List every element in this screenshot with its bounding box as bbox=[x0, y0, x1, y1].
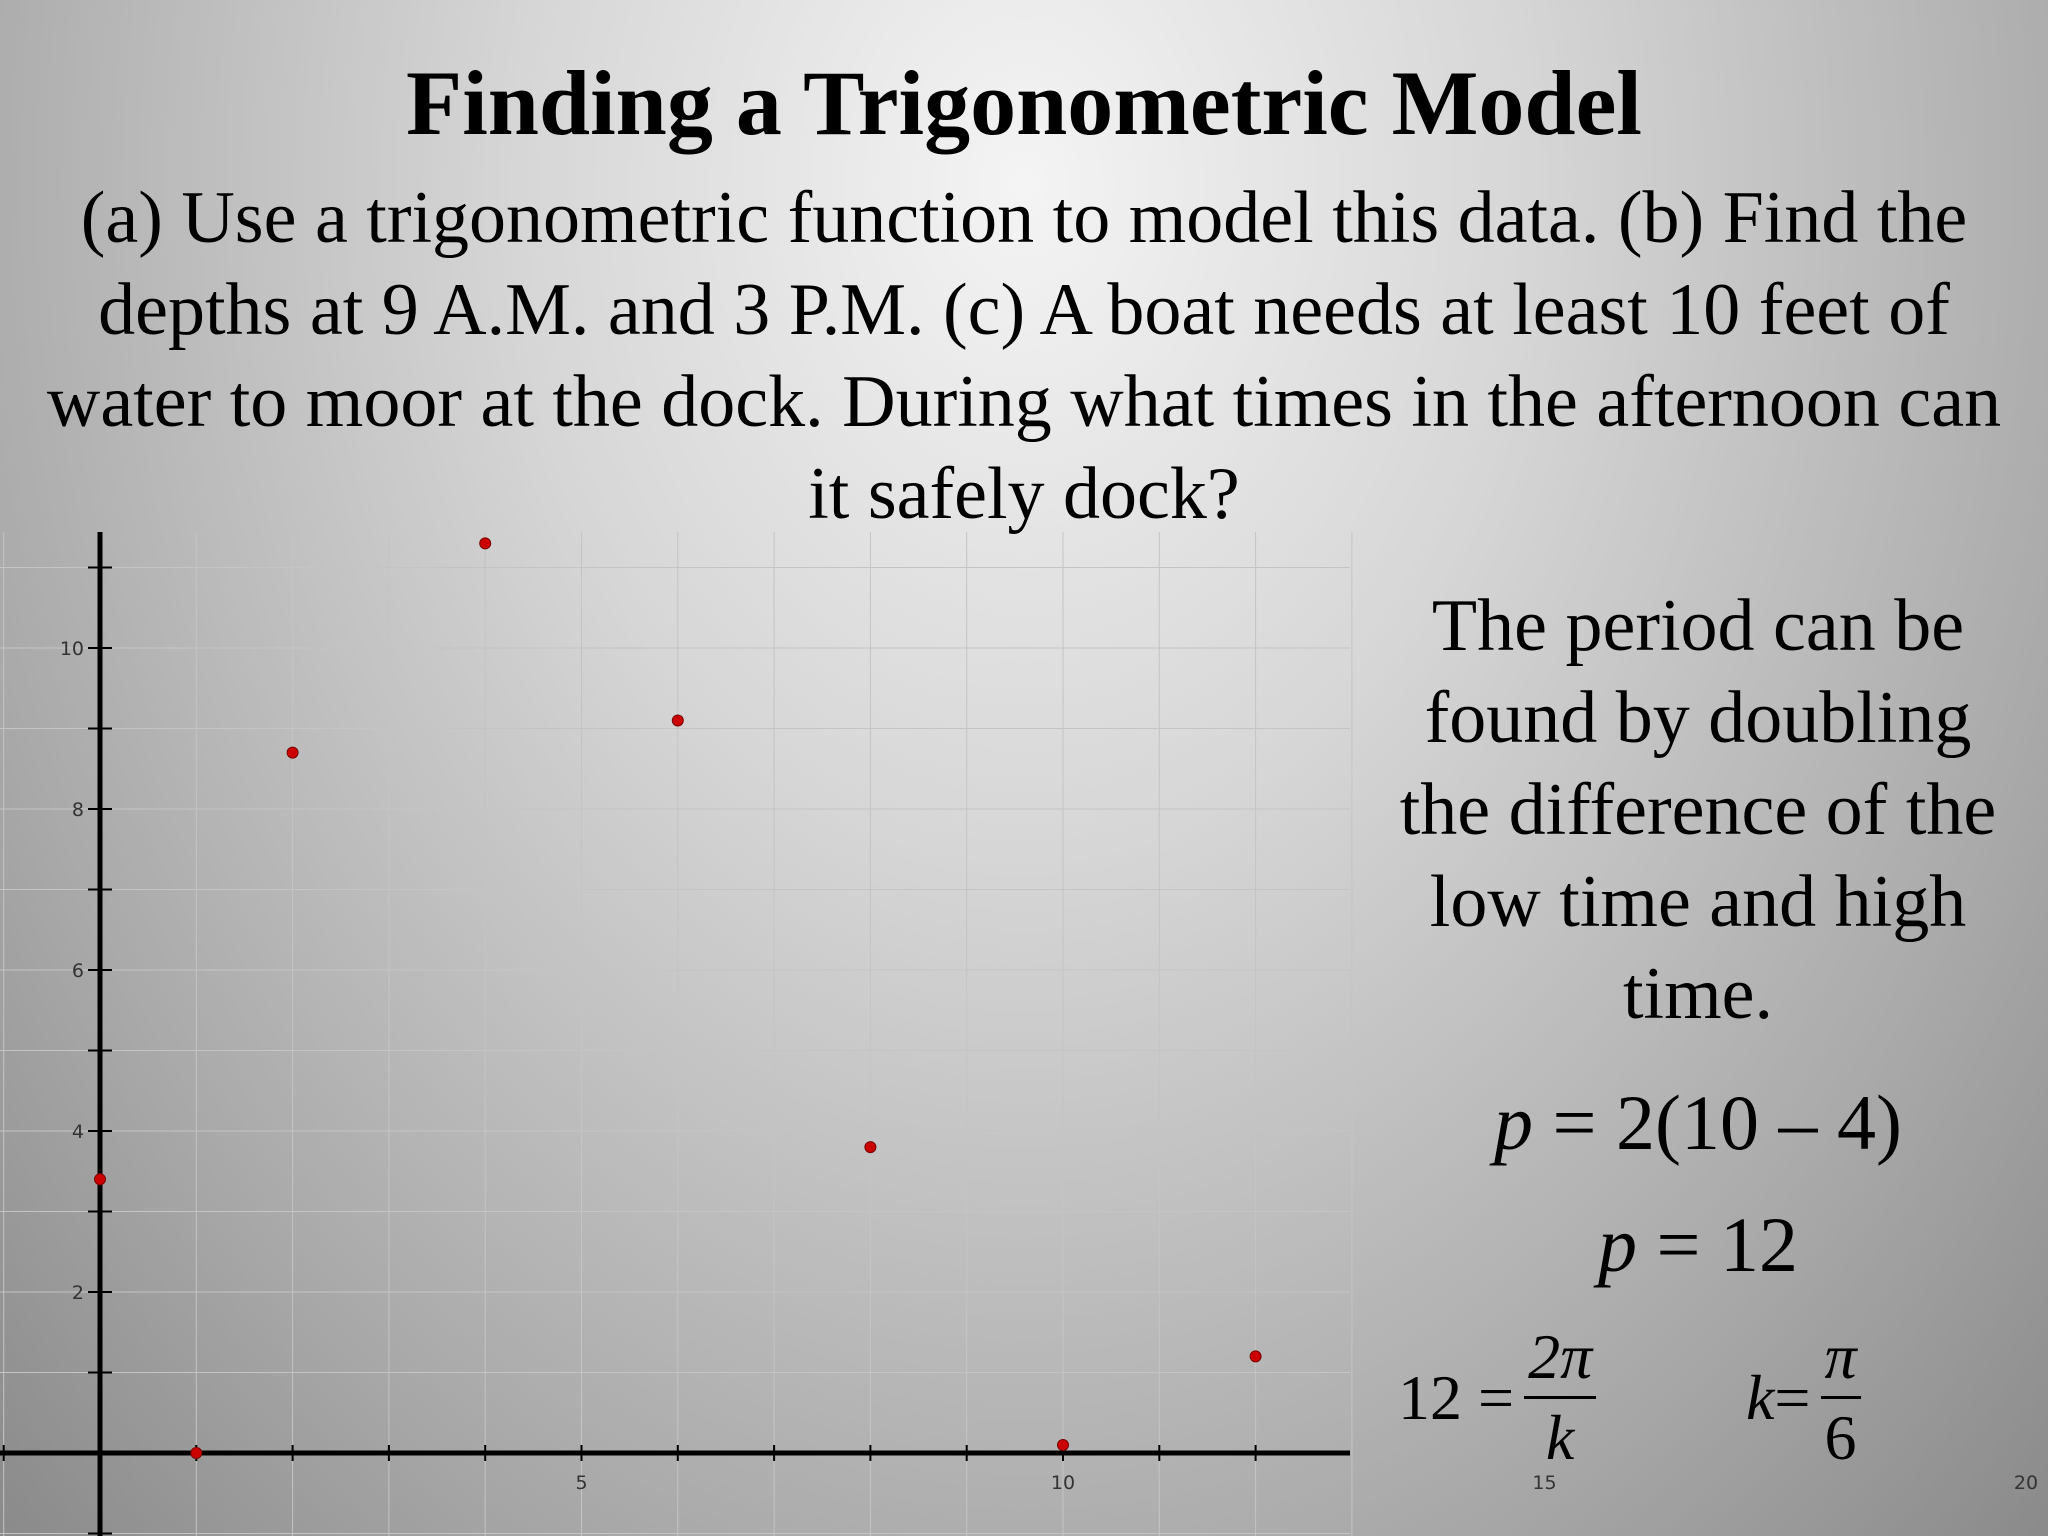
y-tick-label: 4 bbox=[71, 1121, 84, 1143]
x-tick-label: 20 bbox=[2013, 1472, 2039, 1494]
slide-title: Finding a Trigonometric Model bbox=[406, 52, 1642, 154]
eq4-equals: = bbox=[1774, 1361, 1811, 1433]
eq4-fraction bbox=[1821, 1320, 1861, 1475]
x-tick-label: 10 bbox=[1050, 1472, 1076, 1494]
y-tick-label: 6 bbox=[71, 960, 84, 982]
eq3-lhs: 12 = bbox=[1398, 1361, 1515, 1433]
equation-period-formula bbox=[1398, 1320, 1596, 1475]
eq1-variable: p bbox=[1494, 1079, 1534, 1166]
eq2-variable: p bbox=[1598, 1201, 1637, 1288]
data-point bbox=[865, 1142, 876, 1153]
data-point bbox=[672, 715, 683, 726]
x-tick-label: 15 bbox=[1532, 1472, 1557, 1494]
period-explanation: The period can be found by doubling the difference of the low time and high time. bbox=[1399, 585, 1997, 1035]
y-tick-label: 10 bbox=[59, 638, 84, 660]
eq1-rhs: = 2(10 – 4) bbox=[1533, 1079, 1902, 1166]
eq4-variable: k bbox=[1746, 1361, 1775, 1433]
eq2-rhs: = 12 bbox=[1637, 1201, 1798, 1288]
equation-period-difference bbox=[1378, 1078, 2018, 1168]
eq3-fraction bbox=[1524, 1320, 1596, 1475]
eq3-numerator: 2π bbox=[1524, 1320, 1596, 1399]
eq3-denominator: k bbox=[1545, 1402, 1575, 1473]
data-point bbox=[1250, 1351, 1261, 1362]
y-tick-label: 8 bbox=[71, 799, 84, 821]
problem-prompt: (a) Use a trigonometric function to model this data. (b) Find the depths at 9 A.M. and 3 P.M. (c) A boat needs at least 10 feet of water to moor at the dock. During what times in the afternoon can it safely dock? bbox=[46, 177, 2002, 535]
eq4-denominator: 6 bbox=[1824, 1402, 1857, 1473]
data-point bbox=[480, 538, 491, 549]
equation-k-value bbox=[1746, 1320, 1861, 1475]
eq4-numerator: π bbox=[1821, 1320, 1861, 1399]
grid bbox=[0, 532, 1352, 1536]
y-tick-label: 2 bbox=[71, 1282, 84, 1304]
x-tick-label: 5 bbox=[575, 1472, 588, 1494]
data-point bbox=[287, 747, 298, 758]
equation-period-value bbox=[1378, 1200, 2018, 1290]
axes bbox=[0, 532, 1350, 1536]
data-point bbox=[1058, 1439, 1069, 1450]
data-point bbox=[95, 1174, 106, 1185]
data-point bbox=[191, 1448, 202, 1459]
